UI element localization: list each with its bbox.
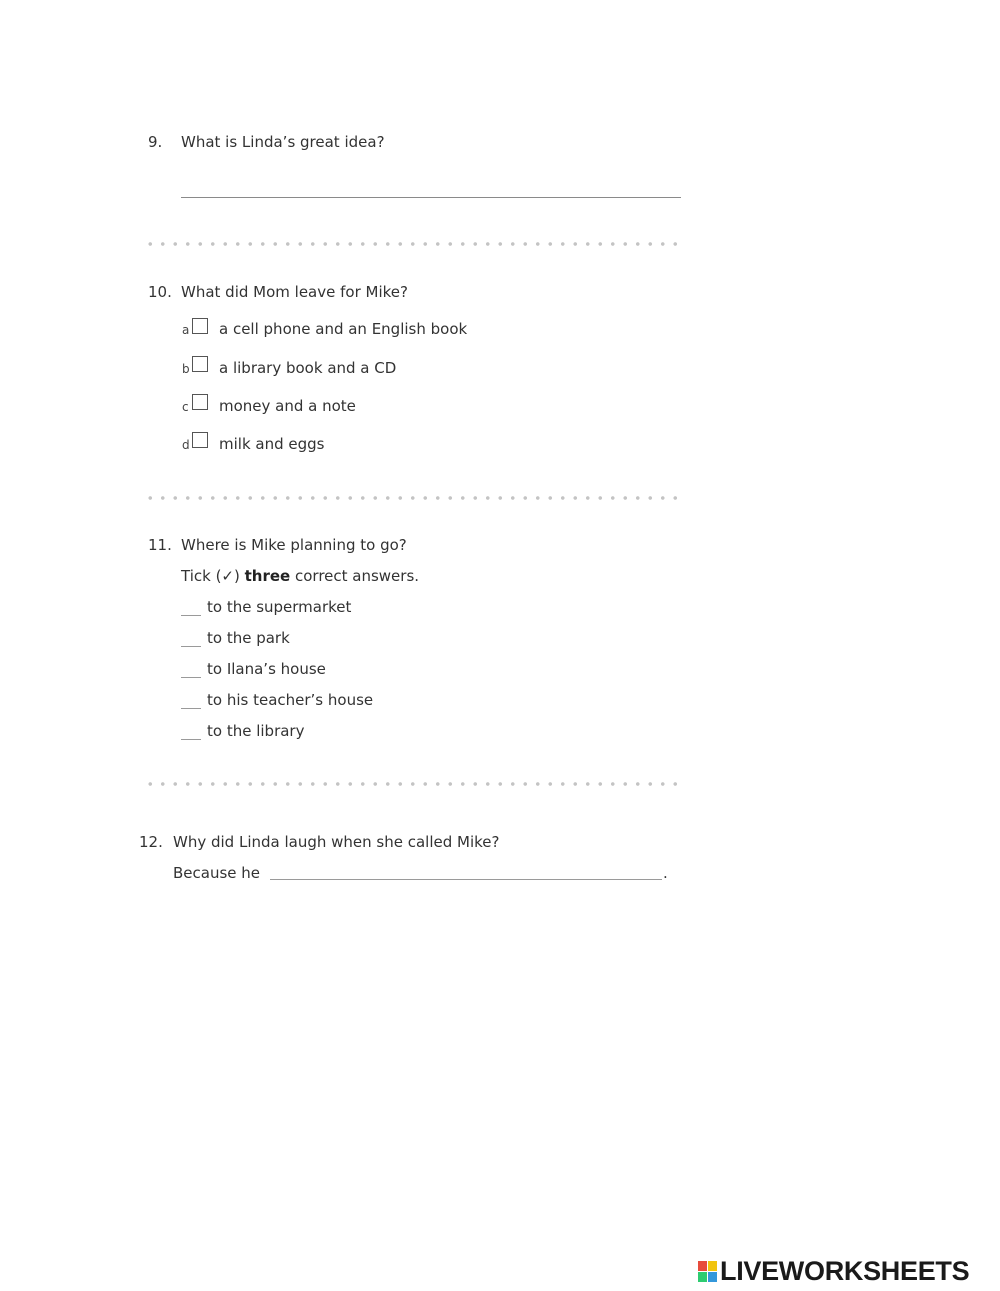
instruction-bold: three (244, 567, 291, 585)
option-text-d: milk and eggs (219, 435, 325, 453)
option-letter-b: b (182, 362, 190, 376)
tick-blank-4[interactable] (181, 708, 201, 709)
checkbox-a[interactable] (192, 318, 208, 334)
answer-prefix: Because he (173, 864, 261, 882)
tick-option-5: to the library (207, 722, 305, 740)
tick-blank-5[interactable] (181, 739, 201, 740)
checkbox-d[interactable] (192, 432, 208, 448)
tick-blank-3[interactable] (181, 677, 201, 678)
dotted-divider (144, 496, 684, 500)
dotted-divider (144, 782, 684, 786)
brand-name: LIVEWORKSHEETS (720, 1255, 970, 1286)
option-letter-c: c (182, 400, 189, 414)
logo-mark-icon (698, 1261, 717, 1282)
question-12-text: Why did Linda laugh when she called Mike? (173, 833, 500, 851)
question-11-number: 11. (148, 536, 172, 554)
question-10-text: What did Mom leave for Mike? (181, 283, 408, 301)
instruction-prefix: Tick (✓) (181, 567, 245, 585)
tick-option-2: to the park (207, 629, 290, 647)
tick-option-4: to his teacher’s house (207, 691, 374, 709)
option-text-a: a cell phone and an English book (219, 320, 468, 338)
tick-blank-2[interactable] (181, 646, 201, 647)
checkbox-c[interactable] (192, 394, 208, 410)
option-letter-a: a (182, 323, 190, 337)
question-10-number: 10. (148, 283, 172, 301)
question-11-instruction (181, 567, 419, 585)
dotted-divider (144, 242, 684, 246)
question-10 (148, 283, 408, 301)
question-9 (148, 133, 385, 151)
tick-blank-1[interactable] (181, 615, 201, 616)
option-text-c: money and a note (219, 397, 356, 415)
question-9-text: What is Linda’s great idea? (181, 133, 385, 151)
instruction-suffix: correct answers. (290, 567, 420, 585)
tick-option-1: to the supermarket (207, 598, 352, 616)
answer-suffix: . (663, 864, 668, 882)
option-text-b: a library book and a CD (219, 359, 397, 377)
tick-option-3: to Ilana’s house (207, 660, 326, 678)
option-letter-d: d (182, 438, 190, 452)
question-12 (139, 833, 499, 851)
question-9-number: 9. (148, 133, 163, 151)
question-12-answer-line[interactable] (270, 879, 662, 880)
question-11 (148, 536, 407, 554)
question-11-text: Where is Mike planning to go? (181, 536, 407, 554)
question-9-answer-line[interactable] (181, 197, 681, 198)
checkbox-b[interactable] (192, 356, 208, 372)
liveworksheets-logo (698, 1256, 969, 1286)
question-12-number: 12. (139, 833, 163, 851)
